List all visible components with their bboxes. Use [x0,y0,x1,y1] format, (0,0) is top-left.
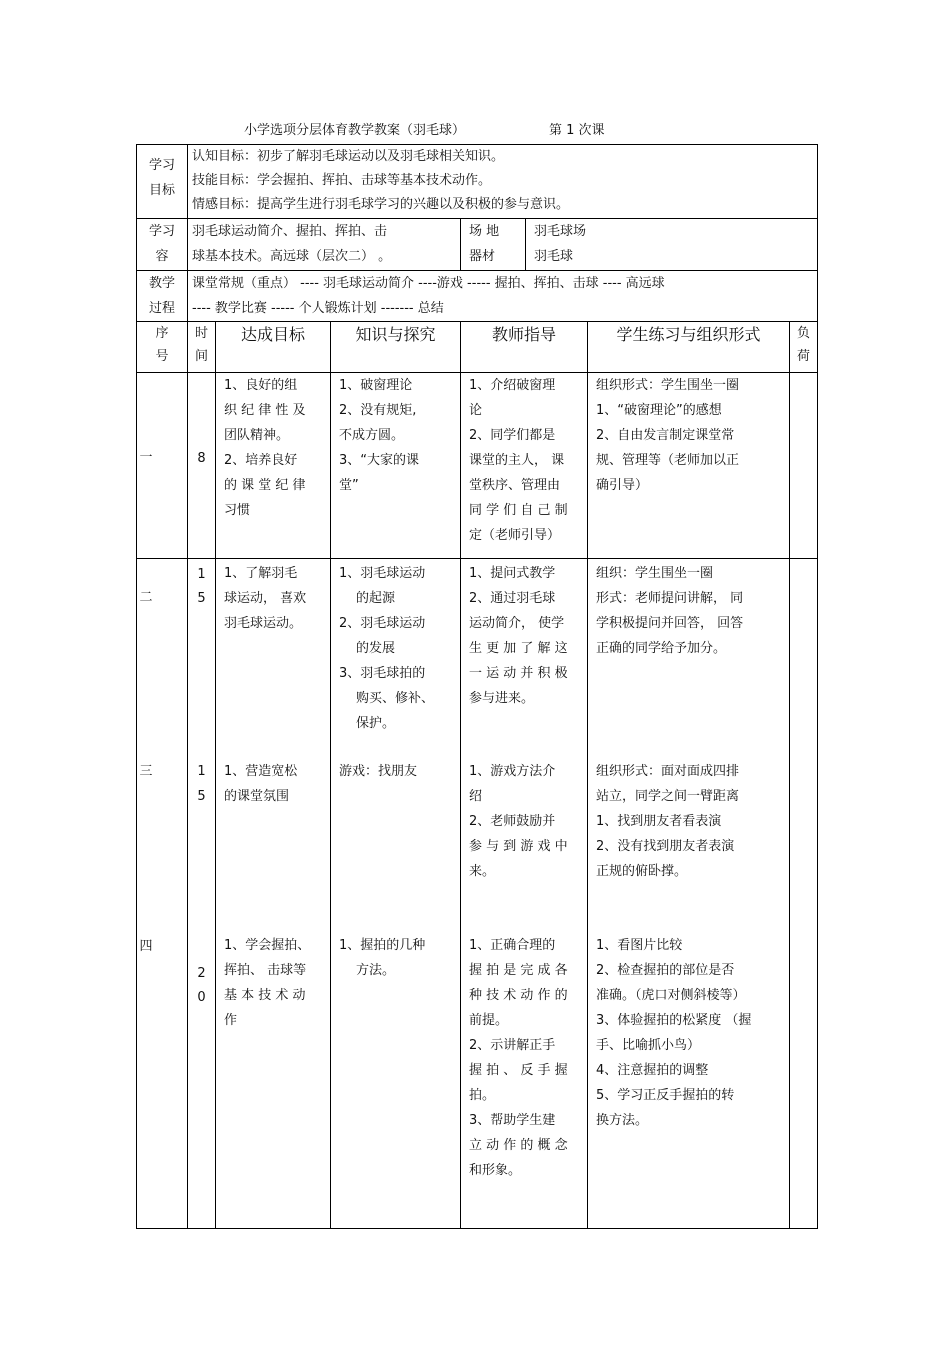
column-header-row [137,322,818,373]
header-knowledge: 知识与探究 [331,322,461,373]
venue-text: 羽毛球场 羽毛球 [534,224,587,264]
venue-label: 场 地 器材 [461,219,526,270]
row-load [790,559,818,1229]
process-row [137,271,818,322]
header-load: 负 荷 [790,322,818,373]
objectives-row [137,145,818,219]
row-teacher: 1、提问式教学 2、通过羽毛球 运动简介， 使学 生 更 加 了 解 这 一 运 动 并 积 极 参与进来。 1、游戏方法介 绍 2、老师鼓励并 参 与 到 游 戏 中 来。 1、正确合理的 握 拍 是 完 成 各 种 技 术 动 作 的 前提。 2、示讲解正手 握 拍 、 反 手 握 拍。 3、帮助学生建 立 动 作 的 概 念 和形象。 [461,559,588,1229]
table-row-block [137,559,818,1229]
content-text: 羽毛球运动简介、握拍、挥拍、击 球基本技术。高远球（层次二） 。 [188,219,461,271]
process-text: 课堂常规（重点） ---- 羽毛球运动简介 ----游戏 ----- 握拍、挥拍、击球 ---- 高远球 ---- 教学比赛 ----- 个人锻炼计划 ------- 总结 [188,271,818,322]
title-main: 小学选项分层体育教学教案（羽毛球） [244,123,466,138]
header-time: 时 间 [188,322,216,373]
row-student: 组织形式：学生围坐一圈 1、“破窗理论”的感想 2、自由发言制定课堂常 规、管理等（老师加以正 确引导） [588,373,790,559]
header-seq: 序 号 [137,322,188,373]
title-lesson: 第 1 次课 [549,123,605,138]
row-goal: 1、了解羽毛 球运动， 喜欢 羽毛球运动。 1、营造宽松 的课堂氛围 1、学会握拍、 挥拍、 击球等 基 本 技 术 动 作 [216,559,331,1229]
header-teacher: 教师指导 [461,322,588,373]
table-row [137,373,818,559]
content-row [137,219,818,271]
objectives-text [188,145,818,219]
row-student: 组织：学生围坐一圈 形式：老师提问讲解， 同 学积极提问并回答， 回答 正确的同学给予加分。 组织形式：面对面成四排 站立，同学之间一臂距离 1、找到朋友者看表演 2、没有找到朋友者表演 正规的俯卧撑。 1、看图片比较 2、检查握拍的部位是否 准确。（虎口对侧斜棱等） 3、体验握拍的松紧度 （握 手、比喻抓小鸟） 4、注意握拍的调整 5、学习正反手握拍的转 换方法。 [588,559,790,1229]
process-label: 教学 过程 [137,271,188,322]
row-seq: 二 三 四 [137,559,188,1229]
content-label: 学习 容 [137,219,188,271]
objective-emotion: 情感目标：提高学生进行羽毛球学习的兴趣以及积极的参与意识。 [192,197,570,212]
lesson-plan-table [136,144,818,1229]
header-student: 学生练习与组织形式 [588,322,790,373]
row-knowledge: 1、羽毛球运动 的起源 2、羽毛球运动 的发展 3、羽毛球拍的 购买、修补、 保护。 游戏：找朋友 1、握拍的几种 方法。 [331,559,461,1229]
row-goal: 1、良好的组 织 纪 律 性 及 团队精神。 2、培养良好 的 课 堂 纪 律 习惯 [216,373,331,559]
venue-cell [461,219,818,271]
objective-cognitive: 认知目标：初步了解羽毛球运动以及羽毛球相关知识。 [192,149,505,164]
row-teacher: 1、介绍破窗理 论 2、同学们都是 课堂的主人， 课 堂秩序、管理由 同 学 们 自 己 制 定（老师引导） [461,373,588,559]
objective-skill: 技能目标：学会握拍、挥拍、击球等基本技术动作。 [192,173,492,188]
row-seq: 一 [137,373,188,559]
row-time: 1 5 1 5 2 0 [188,559,216,1229]
header-goal: 达成目标 [216,322,331,373]
row-load [790,373,818,559]
row-knowledge: 1、破窗理论 2、没有规矩, 不成方圆。 3、“大家的课 堂” [331,373,461,559]
row-time: 8 [188,373,216,559]
objectives-label: 学习 目标 [137,145,188,219]
